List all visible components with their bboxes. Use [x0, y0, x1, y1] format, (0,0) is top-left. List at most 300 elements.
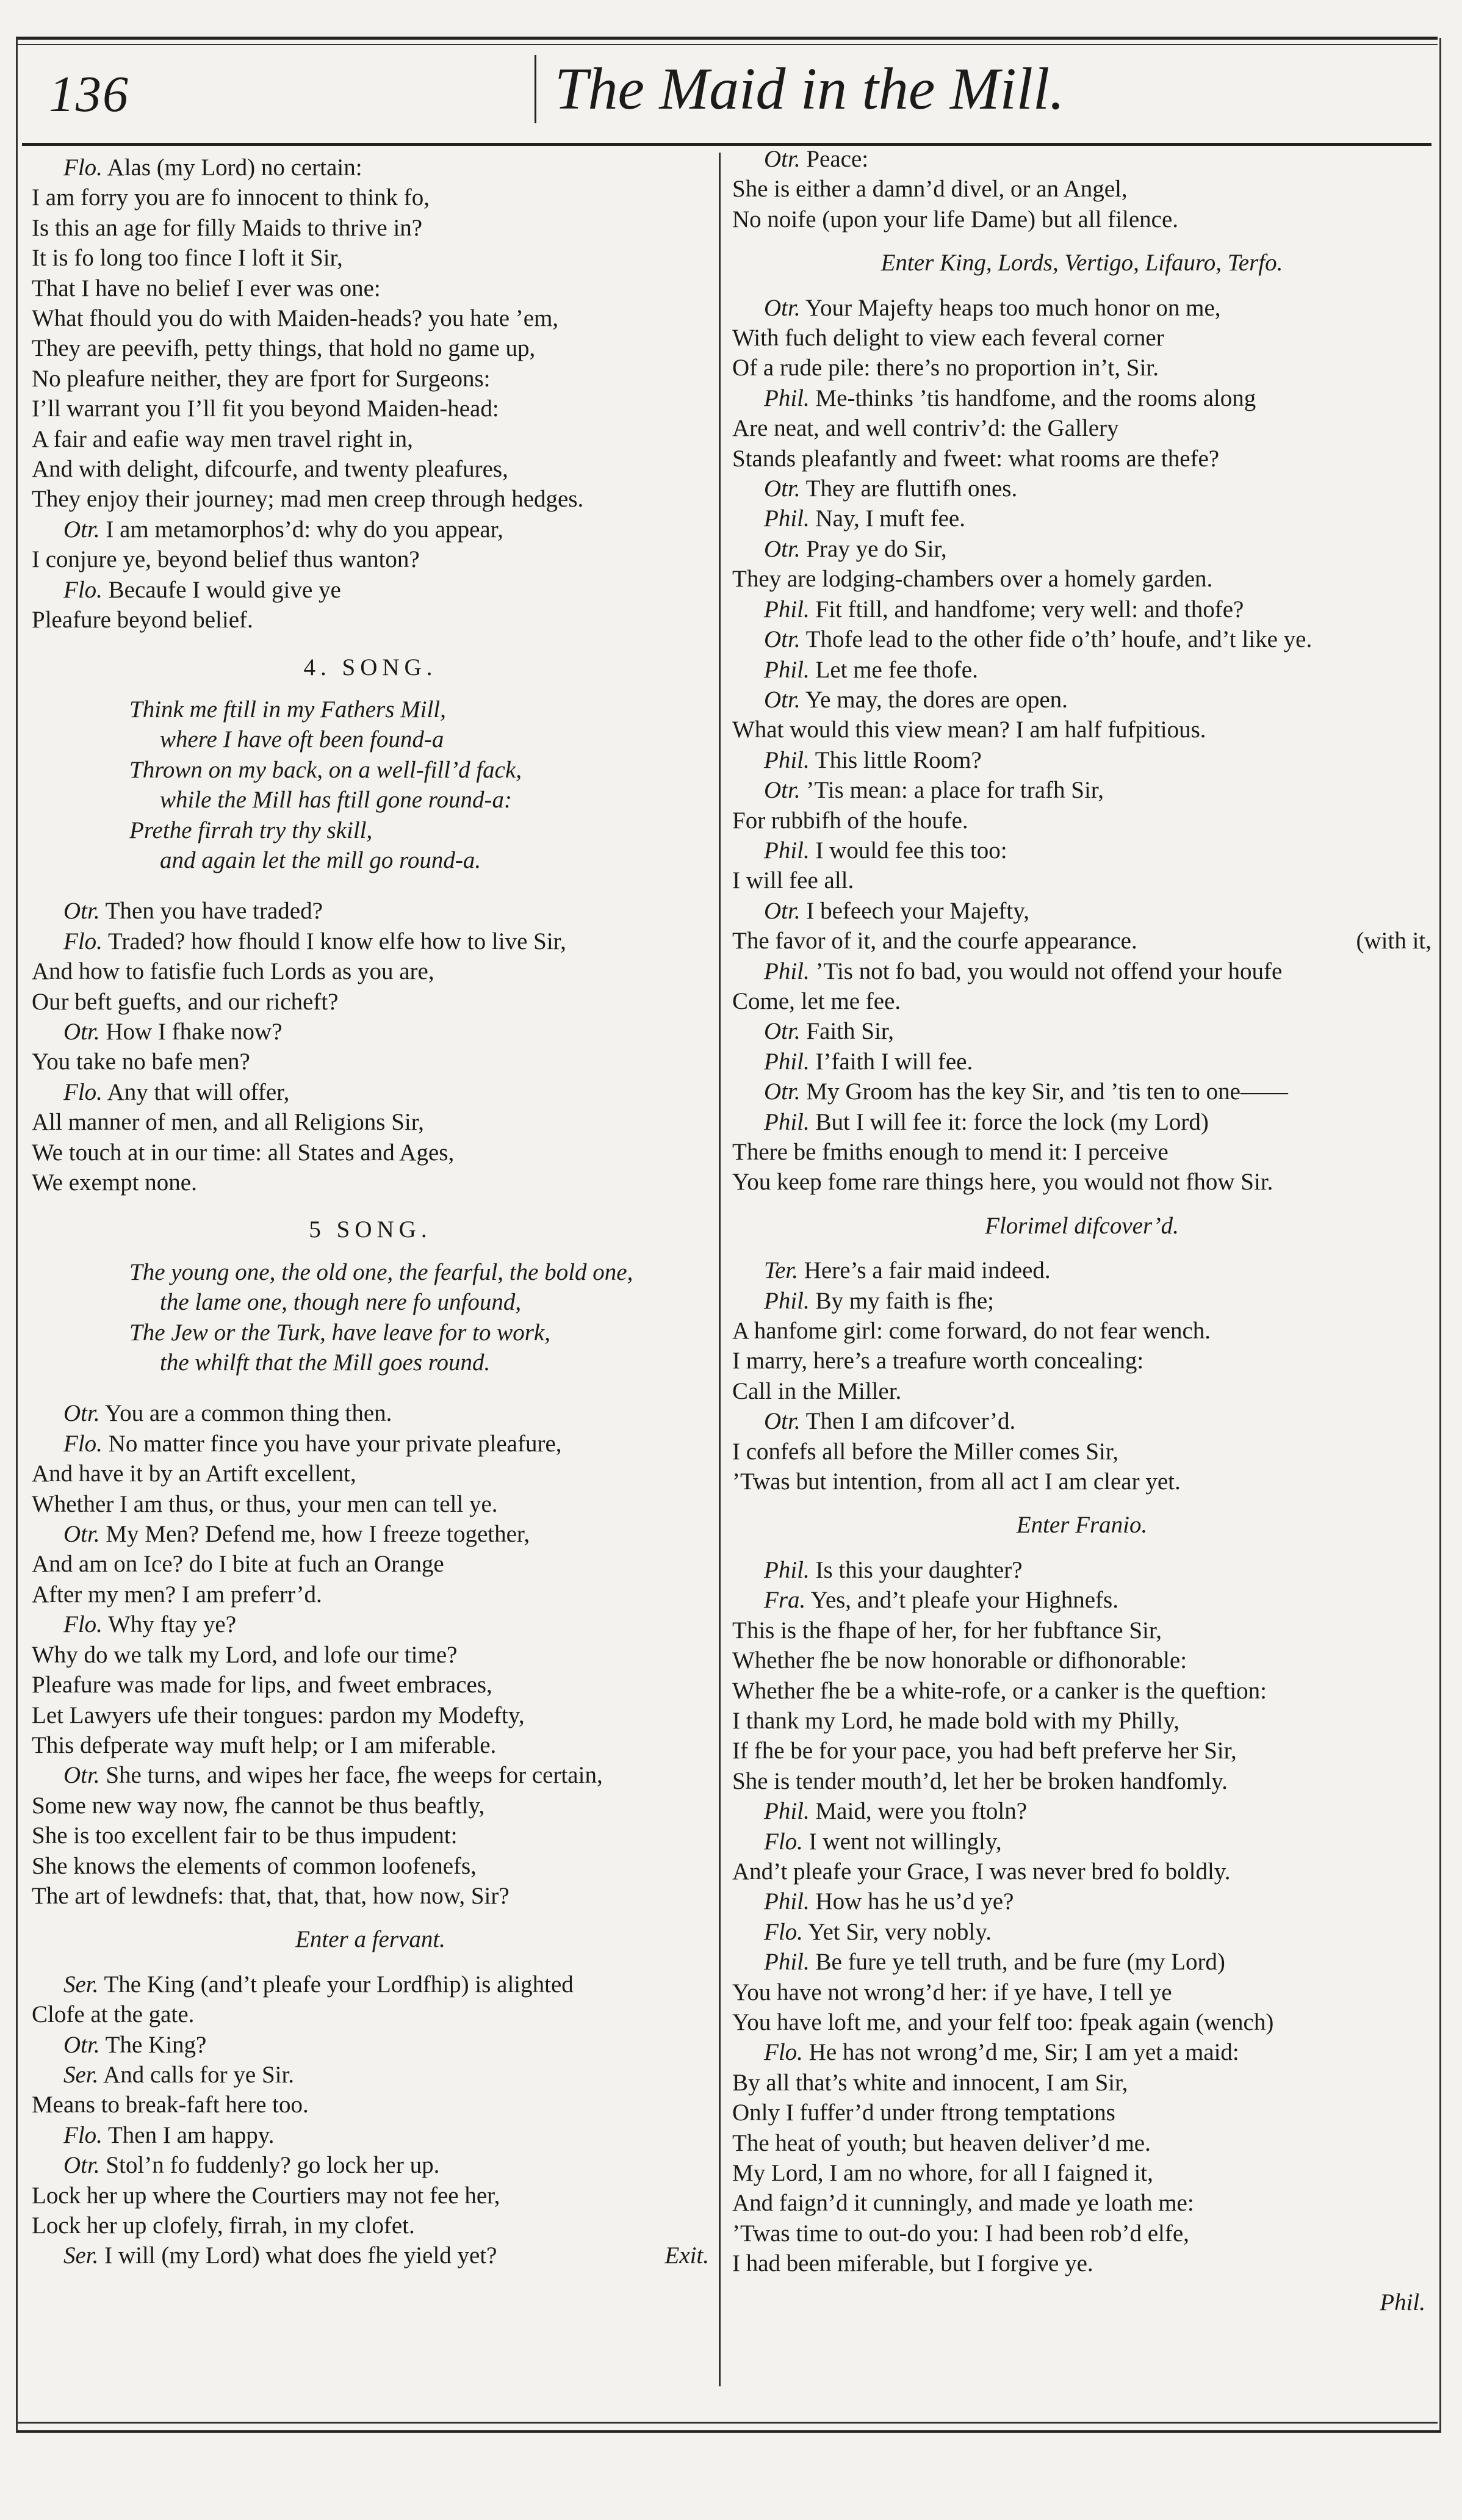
verse-line [732, 1706, 1431, 1736]
line-content [764, 958, 1282, 984]
speaker-name: Otr. [63, 898, 100, 925]
verse-line [732, 1467, 1431, 1496]
speaker-name: Phil. [764, 596, 810, 623]
line-text: I confefs all before the Miller comes Sir, [732, 1438, 1119, 1465]
speaker-name: Phil. [764, 1798, 810, 1825]
line-content [764, 2039, 1239, 2065]
speech-line [32, 2060, 709, 2090]
line-content [732, 2250, 1093, 2276]
line-content [764, 505, 965, 532]
line-content [732, 2160, 1153, 2186]
line-text: She is too excellent fair to be thus impudent: [32, 1822, 458, 1849]
verse-line [732, 1676, 1431, 1706]
line-text: Pray ye do Sir, [806, 535, 947, 562]
line-text: Stands pleafantly and fweet: what rooms are thefe? [732, 445, 1220, 472]
line-text: That I have no belief I ever was one: [32, 275, 381, 301]
line-content [32, 275, 381, 301]
line-content [63, 1079, 289, 1105]
line-text: Then I am difcover’d. [805, 1408, 1016, 1435]
line-content [732, 325, 1164, 351]
line-content [32, 1551, 444, 1577]
speaker-name: Flo. [63, 576, 103, 603]
speech-line [732, 1827, 1431, 1857]
verse-line [732, 444, 1431, 474]
line-content [764, 1109, 1209, 1135]
speaker-name: Phil. [764, 958, 810, 984]
line-content [764, 1408, 1015, 1434]
speaker-name: Otr. [764, 777, 801, 804]
speech-line [732, 655, 1431, 685]
line-content [764, 1049, 973, 1075]
speaker-name: Phil. [764, 1949, 810, 1976]
line-content [764, 1078, 1288, 1105]
speech-line [32, 1398, 709, 1428]
line-text: Pleafure was made for lips, and fweet embraces, [32, 1672, 492, 1699]
line-text: Ye may, the dores are open. [805, 686, 1068, 713]
speech-line [32, 926, 709, 956]
verse-line [32, 1791, 709, 1821]
verse-line [732, 2188, 1431, 2218]
line-content [764, 1949, 1225, 1975]
verse-line [32, 2211, 709, 2240]
line-text: And’t pleafe your Grace, I was never bred fo boldly. [732, 1858, 1231, 1885]
song-gap [32, 875, 709, 896]
verse-line [732, 564, 1431, 594]
line-text: I will fee all. [732, 867, 854, 894]
line-content [32, 1581, 322, 1608]
line-text: I am forry you are fo innocent to think fo, [32, 184, 430, 211]
line-content [63, 1431, 562, 1457]
verse-line [32, 273, 709, 303]
line-text: Yes, and’t pleafe your Highnefs. [810, 1587, 1118, 1614]
line-text: And am on Ice? do I bite at fuch an Orange [32, 1551, 444, 1578]
speech-line [32, 2240, 709, 2270]
line-text: Come, let me fee. [732, 987, 901, 1014]
line-content [32, 2182, 500, 2209]
speech-line [732, 1796, 1431, 1826]
page-number: 136 [49, 66, 129, 123]
speaker-name: Otr. [63, 1400, 100, 1427]
verse-line [732, 1316, 1431, 1346]
line-text: The heat of youth; but heaven deliver’d me. [732, 2129, 1151, 2156]
exit-direction: Exit. [664, 2242, 709, 2269]
line-text: They are fluttifh ones. [805, 475, 1018, 502]
speech-line [732, 383, 1431, 413]
speaker-name: Flo. [764, 2039, 803, 2066]
speech-line [32, 1760, 709, 1790]
speaker-name: Phil. [764, 1048, 810, 1075]
stage-direction: Florimel difcover’d. [985, 1212, 1179, 1239]
speech-line [32, 1969, 709, 1999]
speech-line [732, 775, 1431, 805]
line-content [732, 1678, 1267, 1704]
line-text: Why ftay ye? [107, 1611, 237, 1638]
line-text: I marry, here’s a treafure worth concealing: [732, 1348, 1144, 1374]
verse-line [732, 1977, 1431, 2007]
speech-line [732, 1107, 1431, 1137]
verse-line [32, 1851, 709, 1881]
line-text: I’faith I will fee. [815, 1048, 973, 1075]
line-text: Is this an age for filly Maids to thrive in? [32, 214, 423, 241]
speaker-name: Phil. [764, 1108, 810, 1135]
page-header [22, 51, 1431, 146]
verse-line [32, 1730, 709, 1760]
verse-line [32, 1138, 709, 1168]
line-content [732, 1617, 1162, 1644]
line-content [32, 607, 253, 633]
line-text: Why do we talk my Lord, and lofe our time? [32, 1641, 458, 1668]
line-text: I befeech your Majefty, [806, 897, 1029, 924]
speech-line [732, 474, 1431, 504]
turnover-text: (with it, [1356, 928, 1431, 955]
line-text: Let Lawyers ufe their tongues: pardon my Modefty, [32, 1702, 525, 1728]
verse-line [32, 1700, 709, 1730]
line-text: A fair and eafie way men travel right in, [32, 425, 413, 452]
line-content [764, 536, 947, 562]
line-content [732, 807, 968, 834]
song-line: Thrown on my back, on a well-fill’d fack, [129, 756, 522, 783]
speaker-name: Flo. [764, 1918, 803, 1945]
line-text: Is this your daughter? [815, 1556, 1023, 1583]
line-content [732, 1139, 1169, 1165]
line-text: You have loft me, and your felf too: fpeak again (wench) [732, 2009, 1274, 2035]
line-text: I am metamorphos’d: why do you appear, [106, 516, 503, 543]
verse-line [732, 2007, 1431, 2037]
line-text: Be fure ye tell truth, and be fure (my Lord) [815, 1949, 1225, 1976]
verse-line [732, 2158, 1431, 2188]
line-content [764, 1919, 992, 1945]
line-content [32, 546, 420, 572]
line-content [63, 1971, 574, 1998]
speaker-name: Otr. [764, 1018, 801, 1045]
verse-line [32, 1670, 709, 1700]
line-text: Yet Sir, very nobly. [808, 1918, 992, 1945]
speech-line [732, 2037, 1431, 2067]
line-content [32, 1049, 250, 1075]
speech-line [732, 896, 1431, 926]
line-text: What fhould you do with Maiden-heads? you hate ’em, [32, 305, 559, 332]
line-text: Our beft guefts, and our richeft? [32, 988, 339, 1015]
line-text: Clofe at the gate. [32, 2001, 195, 2028]
verse-line [32, 1999, 709, 2029]
speaker-name: Otr. [63, 1762, 100, 1789]
speech-line [732, 624, 1431, 654]
line-content [732, 415, 1119, 441]
verse-line [732, 1346, 1431, 1376]
verse-line [32, 1168, 709, 1197]
song-line: and again let the mill go round-a. [160, 847, 481, 873]
speech-line [732, 1585, 1431, 1615]
verse-line [32, 605, 709, 635]
line-content [32, 184, 430, 211]
verse-line [32, 213, 709, 243]
speech-line [32, 1429, 709, 1459]
line-content [732, 566, 1212, 592]
line-text: Your Majefty heaps too much honor on me, [805, 294, 1221, 321]
line-content [63, 2062, 294, 2088]
line-text: Here’s a fair maid indeed. [804, 1257, 1051, 1284]
right-column [732, 144, 1431, 2317]
line-content [732, 1378, 901, 1404]
song-verse [32, 695, 709, 875]
stage-direction: Enter King, Lords, Vertigo, Lifauro, Terfo. [880, 250, 1283, 276]
line-content [732, 926, 1137, 956]
line-content [764, 898, 1029, 924]
verse-line [732, 1857, 1431, 1886]
verse-line [32, 454, 709, 484]
line-content [764, 777, 1104, 803]
line-text: This little Room? [815, 746, 982, 773]
speech-line [732, 1016, 1431, 1046]
song-gap [32, 1377, 709, 1398]
speaker-name: Otr. [764, 475, 801, 502]
song-line: where I have oft been found-a [160, 726, 444, 753]
line-content [32, 395, 499, 422]
line-text: I went not willingly, [808, 1828, 1002, 1855]
stage-direction: Enter Franio. [1016, 1512, 1148, 1539]
line-content [63, 2122, 275, 2148]
speech-line [732, 504, 1431, 533]
line-text: ’Tis mean: a place for trafh Sir, [806, 777, 1104, 804]
line-content [764, 146, 868, 172]
line-text: Fit ftill, and handfome; very well: and thofe? [815, 596, 1244, 623]
line-content [732, 2070, 1128, 2096]
line-text: I will (my Lord) what does fhe yield yet? [104, 2242, 497, 2269]
line-content [32, 1169, 197, 1196]
line-text: Let me fee thofe. [815, 656, 978, 683]
line-content [63, 928, 566, 955]
line-text: It is fo long too fince I loft it Sir, [32, 245, 343, 272]
line-content [732, 2009, 1273, 2035]
verse-line [32, 303, 709, 333]
line-content [764, 1288, 994, 1314]
verse-line [732, 2219, 1431, 2248]
line-content [32, 1853, 477, 1879]
speech-line [732, 534, 1431, 564]
line-text: Becaufe I would give ye [108, 576, 341, 603]
line-content [732, 1439, 1118, 1465]
speaker-name: Flo. [63, 2121, 103, 2148]
line-content [32, 335, 535, 361]
line-content [63, 2032, 206, 2058]
line-content [764, 747, 982, 773]
line-text: You have not wrong’d her: if ye have, I tell ye [732, 1979, 1172, 2006]
verse-line [732, 413, 1431, 443]
speaker-name: Otr. [764, 294, 801, 321]
line-text: Maid, were you ftoln? [815, 1798, 1028, 1825]
verse-line [732, 1736, 1431, 1766]
line-text: She knows the elements of common loofenefs, [32, 1852, 477, 1879]
song-heading: 5 SONG. [309, 1216, 432, 1243]
line-content [32, 1883, 510, 1909]
line-text: They enjoy their journey; mad men creep through hedges. [32, 486, 584, 513]
line-content [764, 1018, 894, 1044]
verse-line [32, 1107, 709, 1137]
line-text: And faign’d it cunningly, and made ye loath me: [732, 2190, 1194, 2217]
line-content [732, 176, 1128, 202]
speech-line [732, 144, 1431, 174]
line-text: The King? [105, 2031, 207, 2058]
line-text: And how to fatisfie fuch Lords as you are, [32, 958, 434, 985]
line-text: We touch at in our time: all States and Ages, [32, 1139, 455, 1166]
verse-line [732, 204, 1431, 234]
verse-line [732, 174, 1431, 204]
verse-line [32, 1047, 709, 1077]
speaker-name: Flo. [63, 928, 103, 955]
verse-line [32, 484, 709, 514]
line-text: They are lodging-chambers over a homely garden. [732, 566, 1213, 593]
speaker-name: Phil. [764, 505, 810, 532]
line-content [732, 206, 1178, 233]
song-line: Think me ftill in my Fathers Mill, [129, 696, 446, 723]
verse-line [32, 394, 709, 424]
line-text: You take no bafe men? [32, 1049, 250, 1075]
song-heading: 4. SONG. [303, 654, 438, 681]
line-content [63, 2152, 439, 2178]
line-content [32, 1732, 496, 1758]
line-text: I thank my Lord, he made bold with my Philly, [732, 1707, 1179, 1734]
line-text: Are neat, and well contriv’d: the Gallery [732, 415, 1119, 442]
speech-line [32, 153, 709, 182]
line-text: If fhe be for your pace, you had beft preferve her Sir, [732, 1738, 1237, 1764]
line-text: My Lord, I am no whore, for all I faigned it, [732, 2160, 1153, 2186]
verse-line [732, 715, 1431, 745]
line-text: No matter fince you have your private pleafure, [108, 1430, 562, 1457]
line-content [32, 305, 558, 331]
column-divider [719, 153, 721, 2386]
line-content [63, 1521, 530, 1547]
line-content [732, 1979, 1172, 2006]
speaker-name: Otr. [764, 626, 801, 653]
line-content [32, 486, 583, 512]
line-content [764, 626, 1312, 652]
verse-line [32, 2090, 709, 2120]
song-verse [32, 1257, 709, 1378]
line-content [732, 1468, 1181, 1495]
verse-line [32, 2181, 709, 2211]
line-content [732, 2220, 1189, 2247]
line-text: She is either a damn’d divel, or an Angel, [732, 176, 1128, 203]
line-text: How has he us’d ye? [815, 1888, 1014, 1915]
line-content [764, 295, 1221, 321]
line-text: And have it by an Artift excellent, [32, 1460, 356, 1487]
song-line: the whilft that the Mill goes round. [160, 1349, 491, 1376]
speech-line [32, 2150, 709, 2180]
speaker-name: Flo. [63, 1611, 103, 1638]
line-text: The art of lewdnefs: that, that, that, how now, Sir? [32, 1882, 510, 1909]
line-text: Any that will offer, [107, 1078, 290, 1105]
line-text: Then you have traded? [105, 898, 323, 925]
line-content [732, 446, 1219, 472]
line-content [32, 989, 338, 1015]
line-content [32, 2092, 309, 2118]
line-text: But I will fee it: force the lock (my Lord) [815, 1108, 1209, 1135]
line-content [732, 2190, 1194, 2216]
line-text: I would fee this too: [815, 837, 1007, 864]
verse-line [32, 1640, 709, 1670]
line-content [732, 1768, 1228, 1794]
line-text: This defperate way muft help; or I am miferable. [32, 1731, 497, 1758]
line-text: There be fmiths enough to mend it: I perceive [732, 1139, 1169, 1165]
speaker-name: Phil. [764, 384, 810, 411]
speaker-name: Phil. [764, 837, 810, 864]
line-content [32, 1702, 525, 1728]
line-text: Of a rude pile: there’s no proportion in’t, Sir. [732, 355, 1159, 381]
line-text: She is tender mouth’d, let her be broken handfomly. [732, 1767, 1228, 1794]
line-text: Whether fhe be a white-rofe, or a canker is the queftion: [732, 1677, 1267, 1704]
verse-line [32, 1549, 709, 1579]
line-content [32, 366, 490, 392]
line-content [63, 154, 362, 181]
speaker-name: Otr. [764, 686, 801, 713]
line-text: Only I fuffer’d under ftrong temptations [732, 2099, 1115, 2126]
speech-line [732, 745, 1431, 775]
line-text: Some new way now, fhe cannot be thus beaftly, [32, 1792, 485, 1819]
line-content [764, 1557, 1023, 1583]
verse-line [732, 1616, 1431, 1645]
verse-line [732, 806, 1431, 836]
speech-line [732, 836, 1431, 865]
line-content [764, 837, 1007, 864]
line-text: A hanfome girl: come forward, do not fear wench. [732, 1318, 1211, 1345]
speech-line [732, 1947, 1431, 1977]
line-content [32, 215, 422, 241]
line-text: I’ll warrant you I’ll fit you beyond Maiden-head: [32, 395, 499, 422]
line-text: My Groom has the key Sir, and ’tis ten to one—— [806, 1078, 1288, 1105]
line-content [63, 2240, 497, 2270]
line-text: Then I am happy. [107, 2121, 275, 2148]
speech-line [732, 1077, 1431, 1107]
speaker-name: Flo. [63, 1078, 103, 1105]
line-text: Stol’n fo fuddenly? go lock her up. [106, 2152, 440, 2179]
line-text: This is the fhape of her, for her fubftance Sir, [732, 1617, 1162, 1644]
line-text: The favor of it, and the courfe appearance. [732, 928, 1137, 955]
line-content [32, 1109, 424, 1135]
song-line: the lame one, though nere fo unfound, [160, 1289, 522, 1316]
line-content [32, 1793, 484, 1819]
speech-line [32, 575, 709, 605]
line-text: Traded? how fhould I know elfe how to live Sir, [107, 928, 566, 955]
line-text: She turns, and wipes her face, fhe weeps for certain, [106, 1762, 603, 1789]
verse-line [732, 2068, 1431, 2098]
verse-line [32, 333, 709, 363]
line-content [764, 1257, 1051, 1283]
line-content [32, 1672, 492, 1698]
speech-line [732, 594, 1431, 624]
verse-line [732, 1167, 1431, 1197]
verse-line [732, 1137, 1431, 1167]
verse-line [32, 1489, 709, 1519]
line-content [732, 988, 901, 1014]
speech-line [732, 293, 1431, 323]
line-content [764, 687, 1068, 713]
speaker-name: Phil. [764, 1888, 810, 1915]
line-content [732, 1348, 1143, 1374]
line-content [732, 355, 1159, 381]
song-line: The Jew or the Turk, have leave for to work, [129, 1319, 550, 1346]
speech-line [732, 685, 1431, 715]
verse-line [32, 1580, 709, 1609]
line-text: How I fhake now? [106, 1018, 283, 1045]
speaker-name: Otr. [63, 1018, 100, 1045]
verse-line [732, 865, 1431, 895]
verse-line [32, 956, 709, 986]
line-content [63, 516, 503, 543]
line-text: Whether fhe be now honorable or difhonorable: [732, 1647, 1187, 1674]
speaker-name: Ter. [764, 1257, 799, 1284]
speech-line [732, 1406, 1431, 1436]
line-content [32, 1822, 458, 1849]
